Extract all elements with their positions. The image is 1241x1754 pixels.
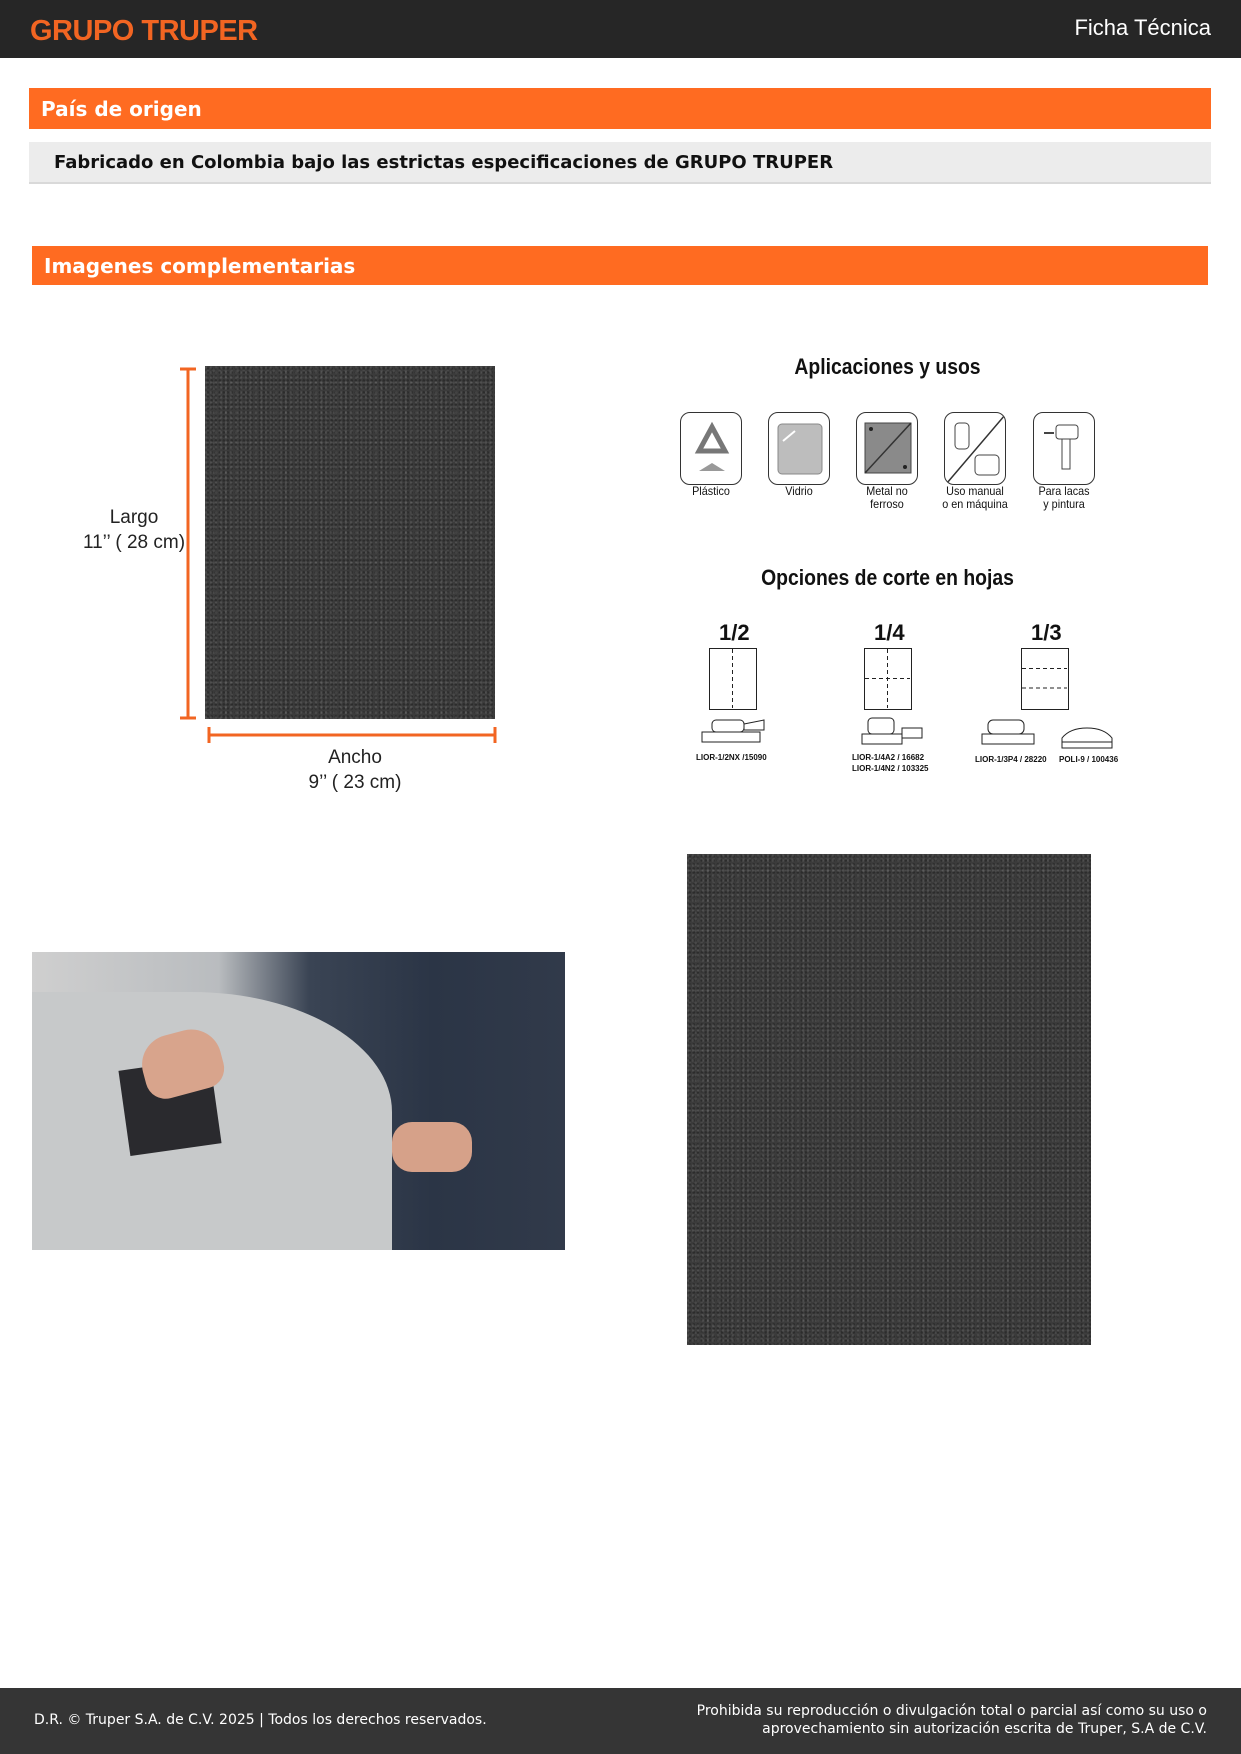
width-value: 9’’ ( 23 cm) bbox=[308, 772, 402, 793]
width-label bbox=[260, 745, 450, 795]
sandpaper-large-image bbox=[687, 854, 1091, 1345]
spray-gun-icon bbox=[1033, 412, 1095, 485]
footer-disclaimer-line-2: aprovechamiento sin autorización escrita de Truper, S.A de C.V. bbox=[762, 1721, 1207, 1737]
document-type-title: Ficha Técnica bbox=[1074, 15, 1211, 40]
model-code: LIOR-1/3P4 / 28220 bbox=[975, 755, 1047, 764]
brand-logo: GRUPO TRUPER bbox=[30, 15, 258, 47]
sheet-third-diagram bbox=[1021, 648, 1069, 710]
length-label bbox=[80, 505, 188, 555]
fraction-third: 1/3 bbox=[1031, 620, 1062, 645]
app-label: Metal no bbox=[866, 484, 908, 498]
images-section-title: Imagenes complementarias bbox=[44, 253, 356, 278]
dimension-diagram bbox=[80, 360, 520, 800]
app-item-paint bbox=[1024, 412, 1104, 511]
width-label-text: Ancho bbox=[328, 747, 382, 768]
model-code: LIOR-1/2NX /15090 bbox=[696, 753, 767, 762]
glass-icon bbox=[768, 412, 830, 485]
finishing-sander-icon bbox=[978, 714, 1040, 750]
app-label-2: o en máquina bbox=[942, 497, 1008, 511]
model-code: POLI-9 / 100436 bbox=[1059, 755, 1119, 764]
footer-copyright: D.R. © Truper S.A. de C.V. 2025 | Todos los derechos reservados. bbox=[34, 1712, 487, 1728]
app-label-2: ferroso bbox=[870, 497, 904, 511]
footer-disclaimer-line-1: Prohibida su reproducción o divulgación total o parcial así como su uso o bbox=[696, 1703, 1207, 1719]
orbital-sander-icon bbox=[698, 714, 768, 750]
images-section-header bbox=[32, 246, 1208, 285]
second-hand-shape bbox=[392, 1122, 472, 1172]
metal-plate-icon bbox=[856, 412, 918, 485]
cut-options-title: Opciones de corte en hojas bbox=[761, 565, 1014, 590]
app-item-plastic bbox=[671, 412, 751, 498]
length-value: 11’’ ( 28 cm) bbox=[82, 532, 186, 553]
app-label: Para lacas bbox=[1038, 484, 1090, 498]
recycle-icon bbox=[680, 412, 742, 485]
hand-sander-icon bbox=[944, 412, 1006, 485]
origin-section-title: País de origen bbox=[41, 96, 202, 121]
app-item-metal bbox=[847, 412, 927, 511]
palm-sander-icon bbox=[858, 714, 928, 750]
sheet-quarter-diagram bbox=[864, 648, 912, 710]
footer bbox=[0, 1688, 1241, 1754]
app-label-2: y pintura bbox=[1043, 497, 1085, 511]
sanding-block-icon bbox=[1058, 724, 1116, 752]
model-code: LIOR-1/4N2 / 103325 bbox=[852, 764, 929, 773]
origin-section-header bbox=[29, 88, 1211, 129]
usage-photo bbox=[32, 952, 565, 1250]
app-item-manual-machine bbox=[935, 412, 1015, 511]
app-item-glass bbox=[759, 412, 839, 498]
origin-text: Fabricado en Colombia bajo las estrictas especificaciones de GRUPO TRUPER bbox=[54, 151, 834, 173]
header-bar bbox=[0, 0, 1241, 58]
applications-title: Aplicaciones y usos bbox=[794, 354, 981, 379]
sandpaper-sheet-image bbox=[205, 366, 495, 719]
fraction-half: 1/2 bbox=[719, 620, 750, 645]
fraction-quarter: 1/4 bbox=[874, 620, 905, 645]
length-label-text: Largo bbox=[109, 507, 159, 528]
app-label: Vidrio bbox=[785, 484, 813, 498]
model-code: LIOR-1/4A2 / 16682 bbox=[852, 753, 925, 762]
app-label: Plástico bbox=[692, 484, 730, 498]
sheet-half-diagram bbox=[709, 648, 757, 710]
origin-text-box bbox=[29, 142, 1211, 184]
app-label: Uso manual bbox=[946, 484, 1004, 498]
footer-disclaimer bbox=[647, 1702, 1207, 1738]
